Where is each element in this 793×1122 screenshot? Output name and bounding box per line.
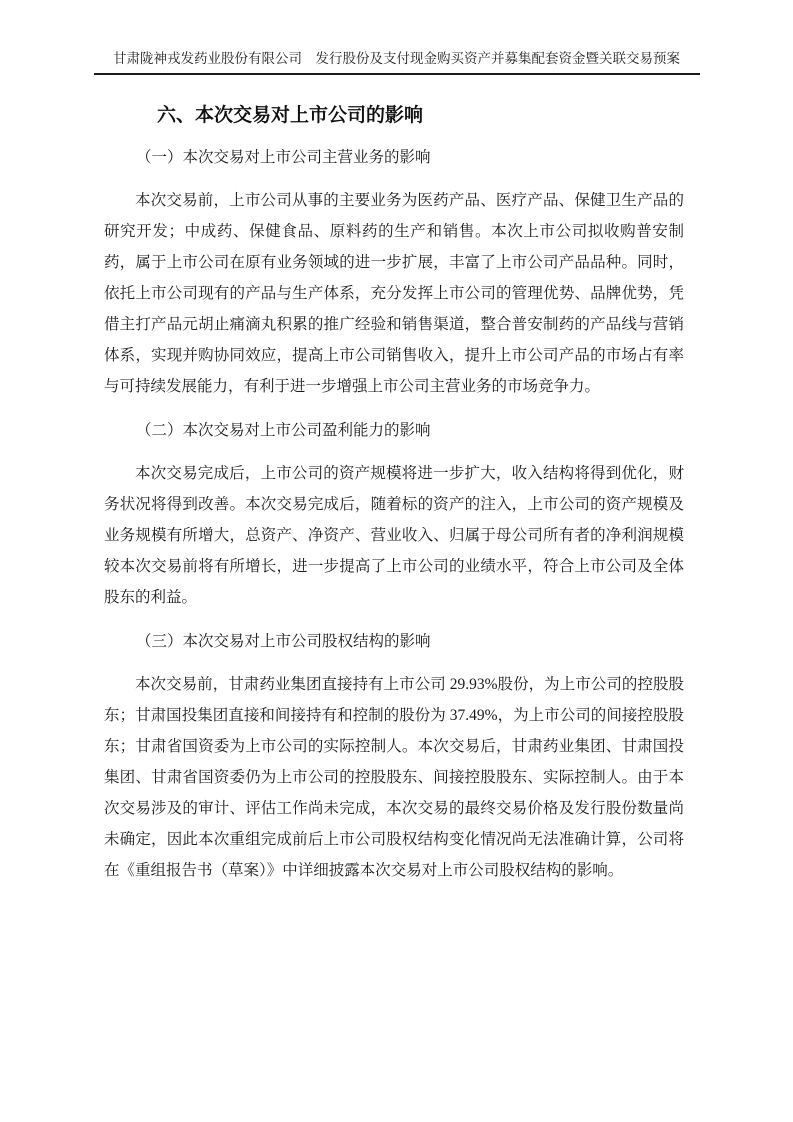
section-1-paragraph: 本次交易前，上市公司从事的主要业务为医药产品、医疗产品、保健卫生产品的研究开发；中成药、保健食品、原料药的生产和销售。本次上市公司拟收购普安制药，属于上市公司在原有业务领域的进一步扩展，丰富了上市公司产品品种。同时，依托上市公司现有的产品与生产体系，充分发挥上市公司的管理优势、品牌优势，凭借主打产品元胡止痛滴丸积累的推广经验和销售渠道，整合普安制药的产品线与营销体系，实现并购协同效应，提高上市公司销售收入，提升上市公司产品的市场占有率与可持续发展能力，有利于进一步增强上市公司主营业务的市场竞争力。 bbox=[104, 192, 684, 395]
running-header bbox=[94, 0, 700, 75]
chapter-title: 六、本次交易对上市公司的影响 bbox=[157, 105, 424, 126]
section-3-paragraph: 本次交易前，甘肃药业集团直接持有上市公司 29.93%股份，为上市公司的控股股东；甘肃国投集团直接和间接持有和控制的股份为 37.49%，为上市公司的间接控股股东；甘肃省国资委为上市公司的实际控制人。本次交易后，甘肃药业集团、甘肃国投集团、甘肃省国资委仍为上市公司的控股股东、间接控股股东、实际控制人。由于本次交易涉及的审计、评估工作尚未完成，本次交易的最终交易价格及发行股份数量尚未确定，因此本次重组完成前后上市公司股权结构变化情况尚无法准确计算，公司将在《重组报告书（草案）》中详细披露本次交易对上市公司股权结构的影响。 bbox=[104, 676, 684, 879]
running-header-text: 甘肃陇神戎发药业股份有限公司 发行股份及支付现金购买资产并募集配套资金暨关联交易预案 bbox=[113, 51, 680, 66]
section-heading-3: （三）本次交易对上市公司股权结构的影响 bbox=[136, 633, 431, 650]
document-body bbox=[104, 103, 684, 886]
section-heading-2: （二）本次交易对上市公司盈利能力的影响 bbox=[136, 422, 431, 439]
section-heading-1: （一）本次交易对上市公司主营业务的影响 bbox=[136, 149, 431, 166]
section-2-paragraph: 本次交易完成后，上市公司的资产规模将进一步扩大，收入结构将得到优化，财务状况将得到改善。本次交易完成后，随着标的资产的注入，上市公司的资产规模及业务规模有所增大，总资产、净资产、营业收入、归属于母公司所有者的净利润规模较本次交易前将有所增长，进一步提高了上市公司的业绩水平，符合上市公司及全体股东的利益。 bbox=[104, 465, 684, 606]
